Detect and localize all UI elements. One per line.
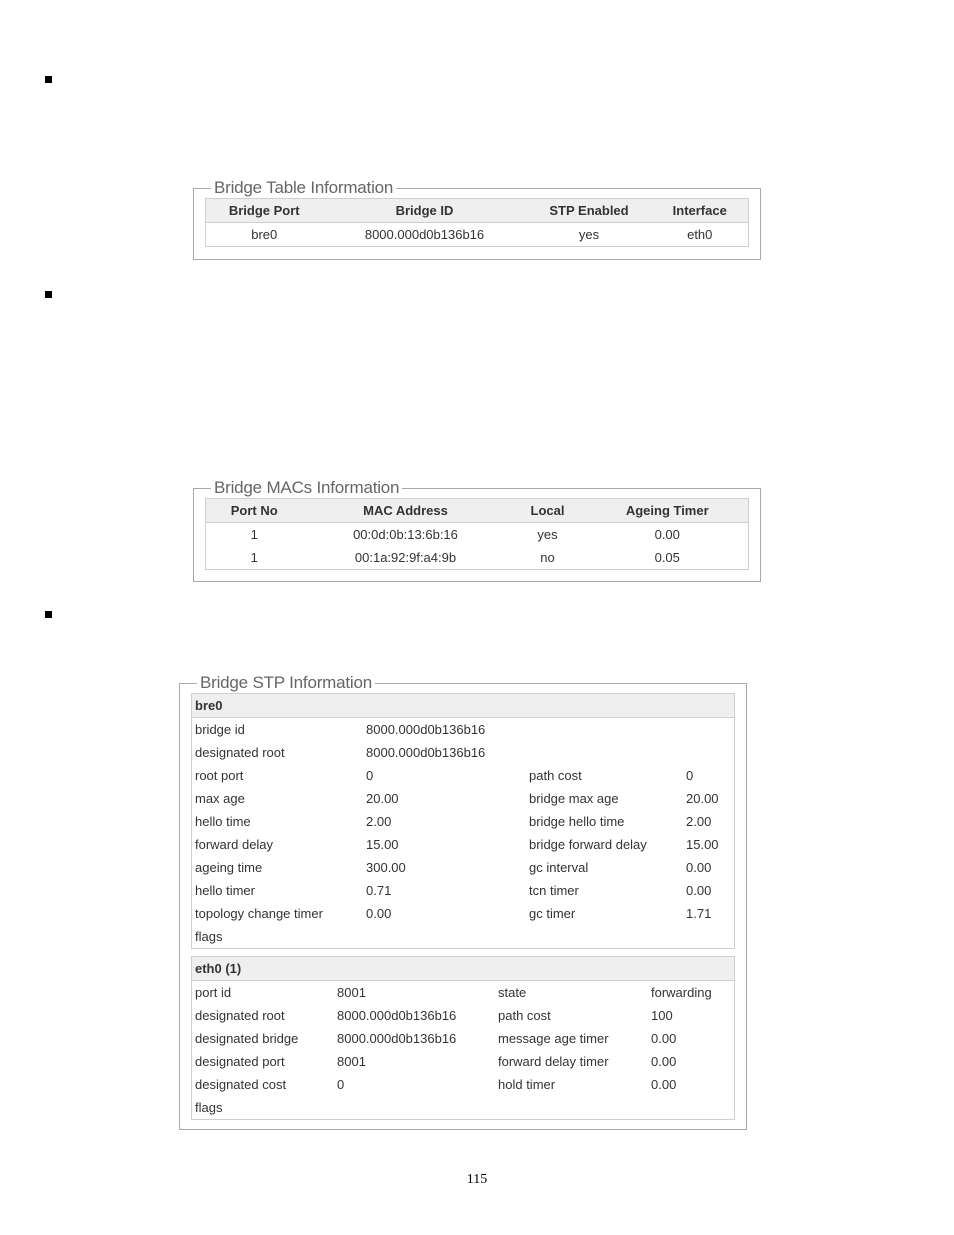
bridge-macs-table xyxy=(205,498,749,570)
table-cell: 00:1a:92:9f:a4:9b xyxy=(354,550,457,565)
table-header-row xyxy=(206,199,749,223)
stp-row xyxy=(192,741,734,764)
page-number: 115 xyxy=(466,1172,488,1187)
table-cell: 0.05 xyxy=(654,550,680,565)
bridge-stp-table xyxy=(192,718,734,948)
field-value: 300.00 xyxy=(366,860,406,875)
field-value: 8000.000d0b136b16 xyxy=(337,1008,457,1023)
table-cell: no xyxy=(540,550,555,565)
field-label: bridge hello time xyxy=(529,814,625,829)
field-label: forward delay xyxy=(195,837,274,852)
table-cell: yes xyxy=(578,227,600,242)
bridge-section xyxy=(191,693,735,949)
stp-row xyxy=(192,856,734,879)
port-section-header: eth0 (1) xyxy=(192,957,734,981)
field-value: 20.00 xyxy=(366,791,399,806)
field-label: hello timer xyxy=(195,883,255,898)
bridge-stp-title: Bridge STP Information xyxy=(200,673,372,692)
field-label xyxy=(495,1096,648,1119)
field-label: gc timer xyxy=(529,906,576,921)
field-value xyxy=(334,1096,495,1119)
stp-row xyxy=(192,1027,734,1050)
field-value: 15.00 xyxy=(366,837,399,852)
field-value: 0.71 xyxy=(366,883,392,898)
stp-row xyxy=(192,1050,734,1073)
field-label xyxy=(526,925,683,948)
field-value xyxy=(683,925,734,948)
column-header: MAC Address xyxy=(303,499,509,523)
field-value: 20.00 xyxy=(686,791,719,806)
field-label: designated root xyxy=(195,745,285,760)
field-label: tcn timer xyxy=(529,883,579,898)
table-cell: 1 xyxy=(250,550,258,565)
field-label xyxy=(526,718,683,741)
field-label: topology change timer xyxy=(195,906,323,921)
field-value: 8001 xyxy=(337,1054,366,1069)
field-value xyxy=(648,1096,734,1119)
column-header: Local xyxy=(509,499,587,523)
stp-row xyxy=(192,810,734,833)
field-label xyxy=(526,741,683,764)
field-label: max age xyxy=(195,791,245,806)
table-cell: 00:0d:0b:13:6b:16 xyxy=(353,527,458,542)
bullet-marker-2 xyxy=(45,291,52,298)
table-cell: yes xyxy=(537,527,558,542)
table-header-row xyxy=(206,499,749,523)
column-header: STP Enabled xyxy=(527,199,652,223)
bridge-macs-panel xyxy=(193,478,761,582)
stp-row xyxy=(192,1096,734,1119)
field-label: designated bridge xyxy=(195,1031,299,1046)
stp-row xyxy=(192,902,734,925)
bridge-macs-title: Bridge MACs Information xyxy=(214,478,400,497)
table-cell: bre0 xyxy=(251,227,278,242)
field-label: hello time xyxy=(195,814,251,829)
table-row xyxy=(206,223,749,247)
field-label: path cost xyxy=(498,1008,551,1023)
stp-row xyxy=(192,718,734,741)
field-label: flags xyxy=(195,1100,223,1115)
field-value: 0.00 xyxy=(366,906,392,921)
stp-row xyxy=(192,1004,734,1027)
column-header: Bridge ID xyxy=(323,199,527,223)
field-label: ageing time xyxy=(195,860,263,875)
field-value: 0.00 xyxy=(651,1031,677,1046)
stp-row xyxy=(192,787,734,810)
column-header: Interface xyxy=(652,199,749,223)
field-label: forward delay timer xyxy=(498,1054,609,1069)
field-value xyxy=(683,718,734,741)
stp-row xyxy=(192,981,734,1004)
stp-row xyxy=(192,764,734,787)
field-label: designated root xyxy=(195,1008,285,1023)
bridge-table-panel xyxy=(193,178,761,260)
field-value: forwarding xyxy=(651,985,712,1000)
field-value: 8000.000d0b136b16 xyxy=(366,722,486,737)
port-stp-table xyxy=(192,981,734,1119)
bridge-table-title: Bridge Table Information xyxy=(214,178,394,197)
field-label: designated port xyxy=(195,1054,285,1069)
field-value: 1.71 xyxy=(686,906,712,921)
field-value: 8000.000d0b136b16 xyxy=(366,745,486,760)
field-label: bridge max age xyxy=(529,791,619,806)
field-label: flags xyxy=(195,929,223,944)
field-label: designated cost xyxy=(195,1077,287,1092)
field-value: 8000.000d0b136b16 xyxy=(337,1031,457,1046)
column-header: Bridge Port xyxy=(206,199,323,223)
field-value: 0 xyxy=(337,1077,345,1092)
field-value: 0.00 xyxy=(651,1054,677,1069)
field-label: port id xyxy=(195,985,232,1000)
table-row xyxy=(206,523,749,547)
stp-row xyxy=(192,925,734,948)
table-cell: 8000.000d0b136b16 xyxy=(364,227,485,242)
field-value xyxy=(683,741,734,764)
column-header: Port No xyxy=(206,499,303,523)
field-value: 2.00 xyxy=(366,814,392,829)
field-label: state xyxy=(498,985,527,1000)
field-value: 8001 xyxy=(337,985,366,1000)
field-value: 0 xyxy=(366,768,374,783)
field-label: path cost xyxy=(529,768,582,783)
field-value: 0 xyxy=(686,768,694,783)
field-label: bridge id xyxy=(195,722,245,737)
stp-row xyxy=(192,1073,734,1096)
bridge-section-header: bre0 xyxy=(192,694,734,718)
field-value: 100 xyxy=(651,1008,673,1023)
field-label: gc interval xyxy=(529,860,589,875)
bullet-marker-1 xyxy=(45,76,52,83)
field-value: 0.00 xyxy=(686,883,712,898)
field-label: root port xyxy=(195,768,244,783)
table-row xyxy=(206,546,749,570)
field-value: 15.00 xyxy=(686,837,719,852)
bridge-table xyxy=(205,198,749,247)
field-value: 2.00 xyxy=(686,814,712,829)
column-header: Ageing Timer xyxy=(587,499,749,523)
field-value xyxy=(363,925,526,948)
stp-row xyxy=(192,833,734,856)
field-label: bridge forward delay xyxy=(529,837,647,852)
field-value: 0.00 xyxy=(686,860,712,875)
bullet-marker-3 xyxy=(45,611,52,618)
table-cell: 0.00 xyxy=(654,527,680,542)
bridge-stp-panel xyxy=(179,673,747,1130)
table-cell: eth0 xyxy=(687,227,713,242)
field-value: 0.00 xyxy=(651,1077,677,1092)
stp-row xyxy=(192,879,734,902)
table-cell: 1 xyxy=(250,527,258,542)
port-section xyxy=(191,956,735,1120)
field-label: message age timer xyxy=(498,1031,609,1046)
field-label: hold timer xyxy=(498,1077,556,1092)
